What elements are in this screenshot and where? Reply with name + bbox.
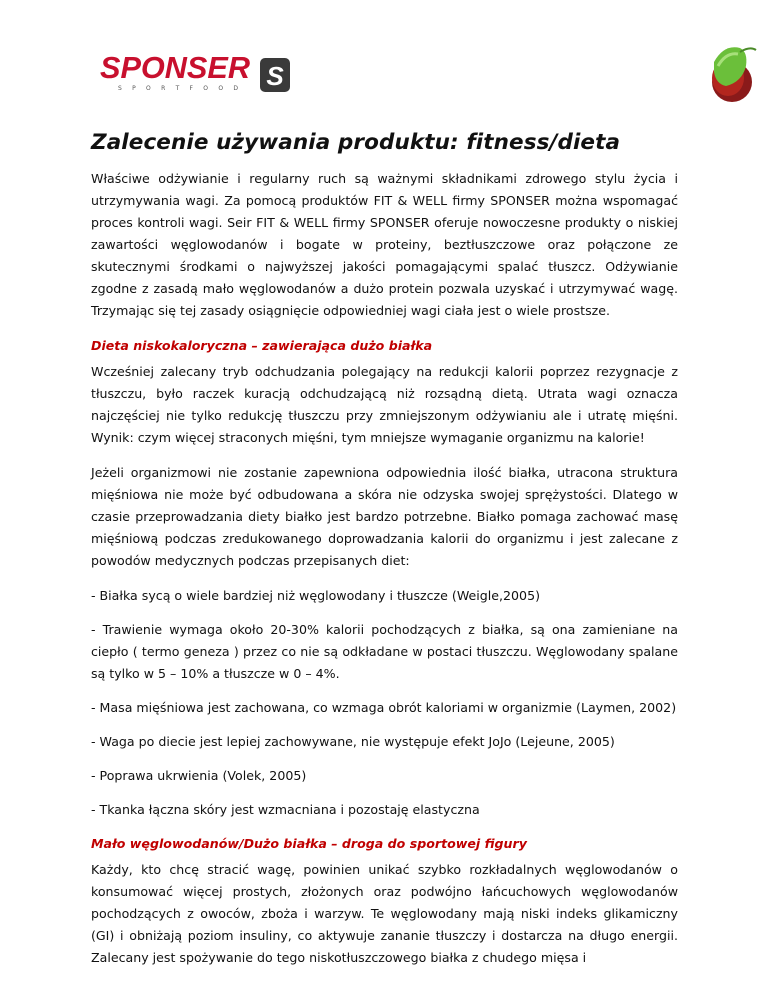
paragraph: Wcześniej zalecany tryb odchudzania polegający na redukcji kalorii poprzez rezygnacje z tłuszczu, było raczek kuracją odchudzającą niż rozsądną dietą. Utrata wagi oznacza najczęściej nie tylko redukcję tłuszczu przy zmniejszonym odżywianiu ale i utratę mięśni. Wynik: czym więcej straconych mięśni, tym mniejsze wymaganie organizmu na kalorie! [91,364,678,445]
page-header [0,0,768,110]
bullet-item: - Poprawa ukrwienia (Volek, 2005) [91,768,307,783]
document-body [91,130,678,982]
svg-text:SPONSER: SPONSER [100,50,251,85]
page-title: Zalecenie używania produktu: fitness/dieta [91,130,621,155]
intro-paragraph: Właściwe odżywianie i regularny ruch są ważnymi składnikami zdrowego stylu życia i utrzymywania wagi. Za pomocą produktów FIT & WELL firmy SPONSER można wspomagać proces kontroli wagi. Seir FIT & WELL firmy SPONSER oferuje nowoczesne produkty o niskiej zawartości węglowodanów i bogate w proteiny, beztłuszczowe oraz połączone ze skutecznymi środkami o najwyższej jakości pomagającymi spalać tłuszcz. Odżywianie zgodne z zasadą mało węglowodanów a dużo protein pozwala uzyskać i utrzymywać wagę. Trzymając się tej zasady osiągnięcie odpowiedniej wagi ciała jest o wiele prostsze. [91,171,678,318]
paragraph: Każdy, kto chcę stracić wagę, powinien unikać szybko rozkładalnych węglowodanów o konsumować więcej prostych, złożonych oraz podwójno łańcuchowych węglowodanów pochodzących z owoców, zboża i warzyw. Te węglowodany mają niski indeks glikamiczny (GI) i obniżają poziom insuliny, co aktywuje zananie tłuszczy i dostarcza na długo energii. Zalecany jest spożywanie do tego niskotłuszczowego białka z chudego mięsa i [91,862,678,965]
section-heading-low-calorie: Dieta niskokaloryczna – zawierająca dużo białka [91,338,433,353]
svg-text:S: S [266,61,284,91]
bullet-item: - Waga po diecie jest lepiej zachowywane, nie występuje efekt JoJo (Lejeune, 2005) [91,734,615,749]
bullet-item: - Białka sycą o wiele bardziej niż węglowodany i tłuszcze (Weigle,2005) [91,588,540,603]
svg-text:S P O R T F O O D: S P O R T F O O D [118,85,238,92]
section-heading-low-carb: Mało węglowodanów/Dużo białka – droga do sportowej figury [91,836,527,851]
bullet-item: - Tkanka łączna skóry jest wzmacniana i pozostaję elastyczna [91,802,480,817]
sponser-logo [100,48,290,98]
apple-image [696,42,768,104]
sponser-logo-graphic [100,48,290,98]
paragraph: Jeżeli organizmowi nie zostanie zapewniona odpowiednia ilość białka, utracona struktura mięśniowa nie może być odbudowana a skóra nie odzyska swojej sprężystości. Dlatego w czasie przeprowadzania diety białko jest bardzo potrzebne. Białko pomaga zachować masę mięśniową podczas zredukowanego doprowadzania kalorii do organizmu i jest zalecane z powodów medycznych podczas przepisanych diet: [91,465,678,568]
bullet-item: - Trawienie wymaga około 20-30% kalorii pochodzących z białka, są ona zamieniane na ciepło ( termo geneza ) przez co nie są odkładane w postaci tłuszczu. Węglowodany spalane są tylko w 5 – 10% a tłuszcze w 0 – 4%. [91,622,678,681]
bullet-item: - Masa mięśniowa jest zachowana, co wzmaga obrót kaloriami w organizmie (Laymen, 2002) [91,700,677,715]
